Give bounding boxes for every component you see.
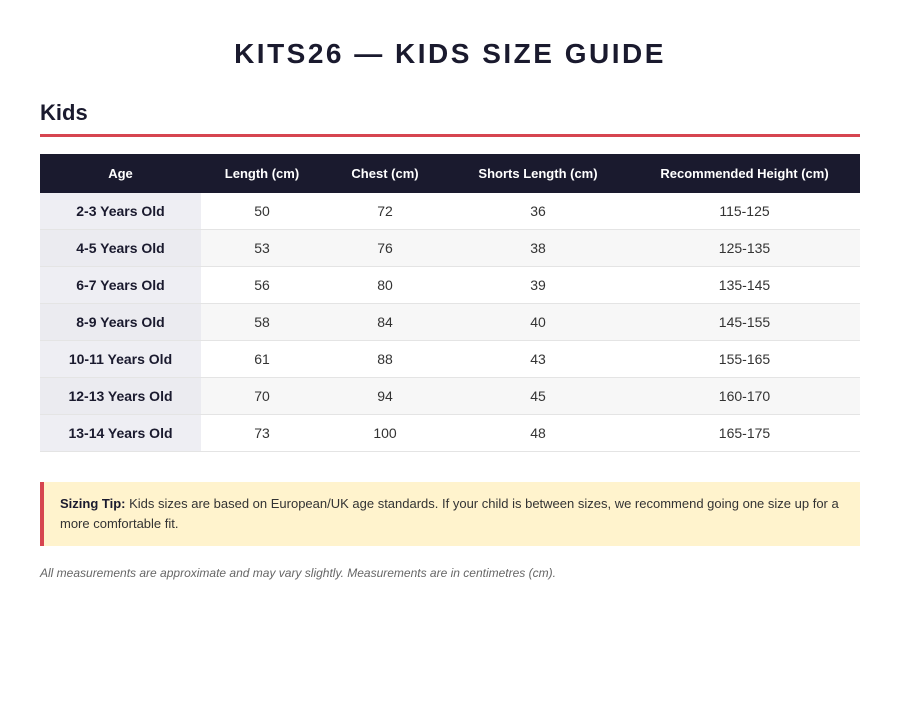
- recommended-height-cell: 115-125: [629, 193, 860, 230]
- column-header-shorts-length: Shorts Length (cm): [447, 154, 629, 193]
- length-cell: 50: [201, 193, 323, 230]
- table-row: [40, 193, 860, 230]
- age-cell: 6-7 Years Old: [40, 267, 201, 304]
- column-header-length: Length (cm): [201, 154, 323, 193]
- shorts-length-cell: 48: [447, 415, 629, 452]
- length-cell: 58: [201, 304, 323, 341]
- chest-cell: 76: [323, 230, 447, 267]
- shorts-length-cell: 40: [447, 304, 629, 341]
- page-title: KITS26 — KIDS SIZE GUIDE: [234, 38, 666, 69]
- recommended-height-cell: 145-155: [629, 304, 860, 341]
- table-row: [40, 304, 860, 341]
- chest-cell: 88: [323, 341, 447, 378]
- chest-cell: 100: [323, 415, 447, 452]
- table-header-row: [40, 154, 860, 193]
- chest-cell: 72: [323, 193, 447, 230]
- size-table: [40, 154, 860, 452]
- sizing-tip-callout: [40, 482, 860, 546]
- recommended-height-cell: 135-145: [629, 267, 860, 304]
- chest-cell: 94: [323, 378, 447, 415]
- measurement-note: All measurements are approximate and may vary slightly. Measurements are in centimetres (cm).: [40, 566, 556, 580]
- recommended-height-cell: 160-170: [629, 378, 860, 415]
- sizing-tip-label: Sizing Tip:: [60, 496, 126, 511]
- sizing-tip-text: Kids sizes are based on European/UK age standards. If your child is between sizes, we recommend going one size up for a more comfortable fit.: [60, 496, 839, 531]
- length-cell: 56: [201, 267, 323, 304]
- chest-cell: 80: [323, 267, 447, 304]
- length-cell: 73: [201, 415, 323, 452]
- table-row: [40, 230, 860, 267]
- table-row: [40, 341, 860, 378]
- age-cell: 12-13 Years Old: [40, 378, 201, 415]
- shorts-length-cell: 45: [447, 378, 629, 415]
- length-cell: 53: [201, 230, 323, 267]
- table-row: [40, 415, 860, 452]
- recommended-height-cell: 125-135: [629, 230, 860, 267]
- length-cell: 70: [201, 378, 323, 415]
- age-cell: 8-9 Years Old: [40, 304, 201, 341]
- length-cell: 61: [201, 341, 323, 378]
- age-cell: 13-14 Years Old: [40, 415, 201, 452]
- chest-cell: 84: [323, 304, 447, 341]
- shorts-length-cell: 38: [447, 230, 629, 267]
- age-cell: 4-5 Years Old: [40, 230, 201, 267]
- shorts-length-cell: 36: [447, 193, 629, 230]
- shorts-length-cell: 43: [447, 341, 629, 378]
- age-cell: 2-3 Years Old: [40, 193, 201, 230]
- column-header-recommended-height: Recommended Height (cm): [629, 154, 860, 193]
- age-cell: 10-11 Years Old: [40, 341, 201, 378]
- column-header-chest: Chest (cm): [323, 154, 447, 193]
- table-row: [40, 378, 860, 415]
- kids-section: [40, 100, 860, 137]
- table-row: [40, 267, 860, 304]
- column-header-age: Age: [40, 154, 201, 193]
- shorts-length-cell: 39: [447, 267, 629, 304]
- section-heading: Kids: [40, 100, 860, 137]
- recommended-height-cell: 165-175: [629, 415, 860, 452]
- recommended-height-cell: 155-165: [629, 341, 860, 378]
